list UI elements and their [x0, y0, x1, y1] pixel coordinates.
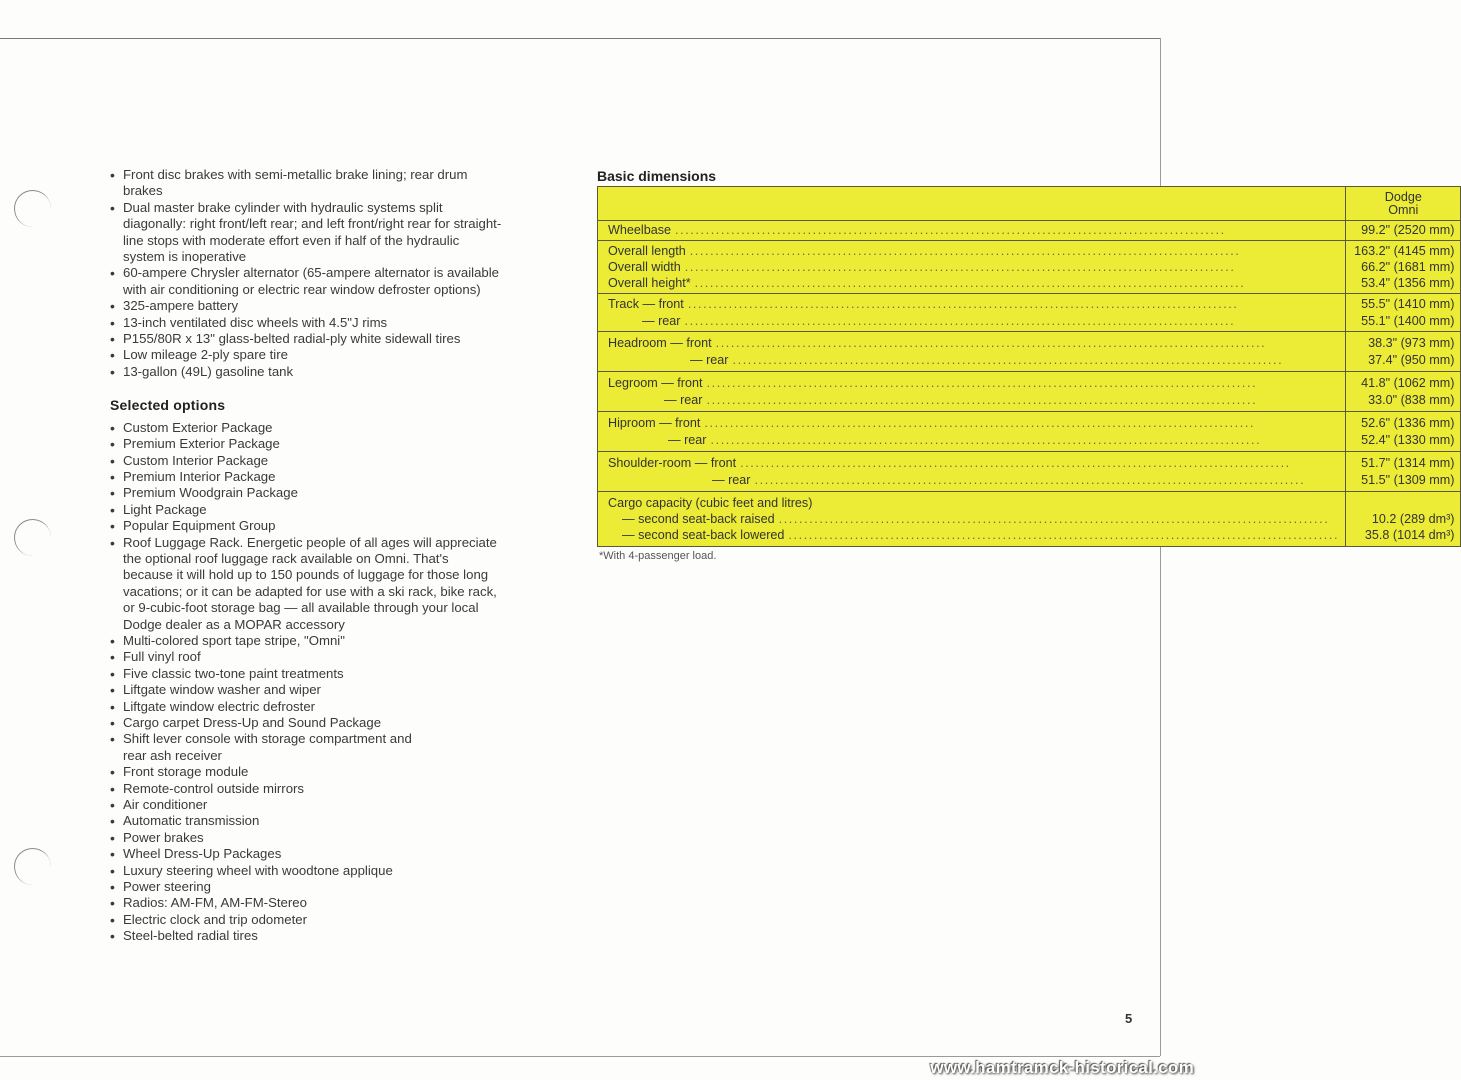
list-item: • Liftgate window washer and wiper — [110, 682, 560, 698]
table-row — [598, 294, 1461, 332]
list-item: • 325-ampere battery — [110, 298, 560, 314]
table-row — [598, 241, 1461, 294]
row-value: 51.7" (1314 mm) — [1361, 456, 1455, 471]
list-item: • Five classic two-tone paint treatments — [110, 666, 560, 682]
dimensions-table — [597, 186, 1461, 547]
list-item: • Radios: AM-FM, AM-FM-Stereo — [110, 895, 560, 911]
row-value: 51.5" (1309 mm) — [1361, 472, 1455, 487]
table-row — [598, 332, 1461, 372]
row-label: Overall width — [608, 259, 681, 274]
table-row — [598, 452, 1461, 492]
row-label: Cargo capacity (cubic feet and litres) — [608, 495, 813, 510]
row-value: 10.2 (289 dm³) — [1371, 511, 1455, 526]
list-item: • Automatic transmission — [110, 813, 560, 829]
row-value: 66.2" (1681 mm) — [1361, 259, 1455, 274]
selected-options-list — [110, 420, 560, 945]
list-item: • Liftgate window electric defroster — [110, 699, 560, 715]
list-item: • Power brakes — [110, 830, 560, 846]
column-header-dodge-omni: Dodge Omni — [1346, 187, 1461, 221]
row-label: — rear — [668, 432, 707, 447]
row-value: 55.1" (1400 mm) — [1361, 313, 1455, 328]
list-item: • 13-gallon (49L) gasoline tank — [110, 364, 560, 380]
row-value: 52.6" (1336 mm) — [1361, 416, 1455, 431]
row-label: — second seat-back lowered — [622, 528, 785, 543]
row-label: Hiproom — front — [608, 416, 701, 431]
table-row — [598, 221, 1461, 241]
selected-options-heading: Selected options — [110, 397, 226, 414]
list-item: • 13-inch ventilated disc wheels with 4.5"J rims — [110, 315, 560, 331]
row-value: 37.4" (950 mm) — [1368, 352, 1455, 367]
header-blank-cell — [598, 187, 1346, 221]
row-value: 99.2" (2520 mm) — [1361, 223, 1455, 238]
row-label: — rear — [664, 392, 703, 407]
list-item: • Wheel Dress-Up Packages — [110, 846, 560, 862]
dimensions-title: Basic dimensions — [597, 168, 717, 184]
list-item: • Luxury steering wheel with woodtone applique — [110, 863, 560, 879]
list-item: • Custom Exterior Package — [110, 420, 560, 436]
row-label: Track — front — [608, 297, 684, 312]
row-value: 52.4" (1330 mm) — [1361, 432, 1455, 447]
binder-hole-bottom — [14, 848, 51, 885]
table-header-row — [598, 187, 1461, 221]
list-item: • Premium Woodgrain Package — [110, 485, 560, 501]
table-row — [598, 412, 1461, 452]
binder-hole-middle — [14, 519, 51, 556]
list-item: • Power steering — [110, 879, 560, 895]
table-row — [598, 492, 1461, 547]
list-item: • Full vinyl roof — [110, 649, 560, 665]
row-label: — second seat-back raised — [622, 511, 775, 526]
row-value: 163.2" (4145 mm) — [1354, 243, 1455, 258]
row-label: Wheelbase — [608, 223, 672, 238]
list-item: • Front disc brakes with semi-metallic brake lining; rear drum brakes — [110, 167, 560, 200]
row-label: — rear — [690, 352, 729, 367]
row-label: Overall length — [608, 243, 686, 258]
list-item: • Premium Interior Package — [110, 469, 560, 485]
list-item: • Premium Exterior Package — [110, 436, 560, 452]
list-item: • Remote-control outside mirrors — [110, 781, 560, 797]
list-item: • Steel-belted radial tires — [110, 928, 560, 944]
table-row — [598, 372, 1461, 412]
list-item: • Popular Equipment Group — [110, 518, 560, 534]
list-item: • Front storage module — [110, 764, 560, 780]
row-label: — rear — [712, 472, 751, 487]
list-item: • Air conditioner — [110, 797, 560, 813]
row-value: 53.4" (1356 mm) — [1361, 276, 1455, 291]
list-item: • P155/80R x 13" glass-belted radial-ply white sidewall tires — [110, 331, 560, 347]
row-value: 35.8 (1014 dm³) — [1364, 528, 1455, 543]
bottom-rule — [0, 1056, 1160, 1057]
right-column — [597, 168, 1455, 562]
list-item: • Dual master brake cylinder with hydraulic systems split diagonally: right front/left rear; and left front/right rear for straight- line stops with moderate effort even if half of the hydraulic system is inoperative — [110, 200, 560, 266]
watermark: www.hamtramck-historical.com — [930, 1058, 1194, 1077]
row-label: Legroom — front — [608, 376, 703, 391]
row-value: 33.0" (838 mm) — [1368, 392, 1455, 407]
list-item: • Custom Interior Package — [110, 453, 560, 469]
list-item: • Low mileage 2-ply spare tire — [110, 347, 560, 363]
left-column — [110, 167, 560, 945]
row-value: 41.8" (1062 mm) — [1361, 376, 1455, 391]
binder-hole-top — [14, 190, 51, 227]
row-label: Headroom — front — [608, 336, 712, 351]
list-item: • Shift lever console with storage compartment and rear ash receiver — [110, 731, 560, 764]
list-item: • Multi-colored sport tape stripe, "Omni" — [110, 633, 560, 649]
list-item: • Cargo carpet Dress-Up and Sound Package — [110, 715, 560, 731]
list-item: • Light Package — [110, 502, 560, 518]
top-rule — [0, 38, 1160, 39]
row-value: 55.5" (1410 mm) — [1361, 297, 1455, 312]
list-item: • Roof Luggage Rack. Energetic people of all ages will appreciate the optional roof luggage rack available on Omni. That's because it will hold up to 150 pounds of luggage for those long vacations; or it can be adapted for use with a ski rack, bike rack, or 9-cubic-foot storage bag — all available through your local Dodge dealer as a MOPAR accessory — [110, 535, 560, 633]
list-item: • Electric clock and trip odometer — [110, 912, 560, 928]
standard-features-list — [110, 167, 560, 380]
footnote: *With 4-passenger load. — [599, 550, 717, 562]
row-label: Overall height* — [608, 276, 691, 291]
row-value: 38.3" (973 mm) — [1368, 336, 1455, 351]
page-number: 5 — [1125, 1011, 1133, 1026]
row-label: — rear — [642, 313, 681, 328]
row-label: Shoulder-room — front — [608, 456, 737, 471]
list-item: • 60-ampere Chrysler alternator (65-ampere alternator is available with air conditioning or electric rear window defroster options) — [110, 265, 560, 298]
